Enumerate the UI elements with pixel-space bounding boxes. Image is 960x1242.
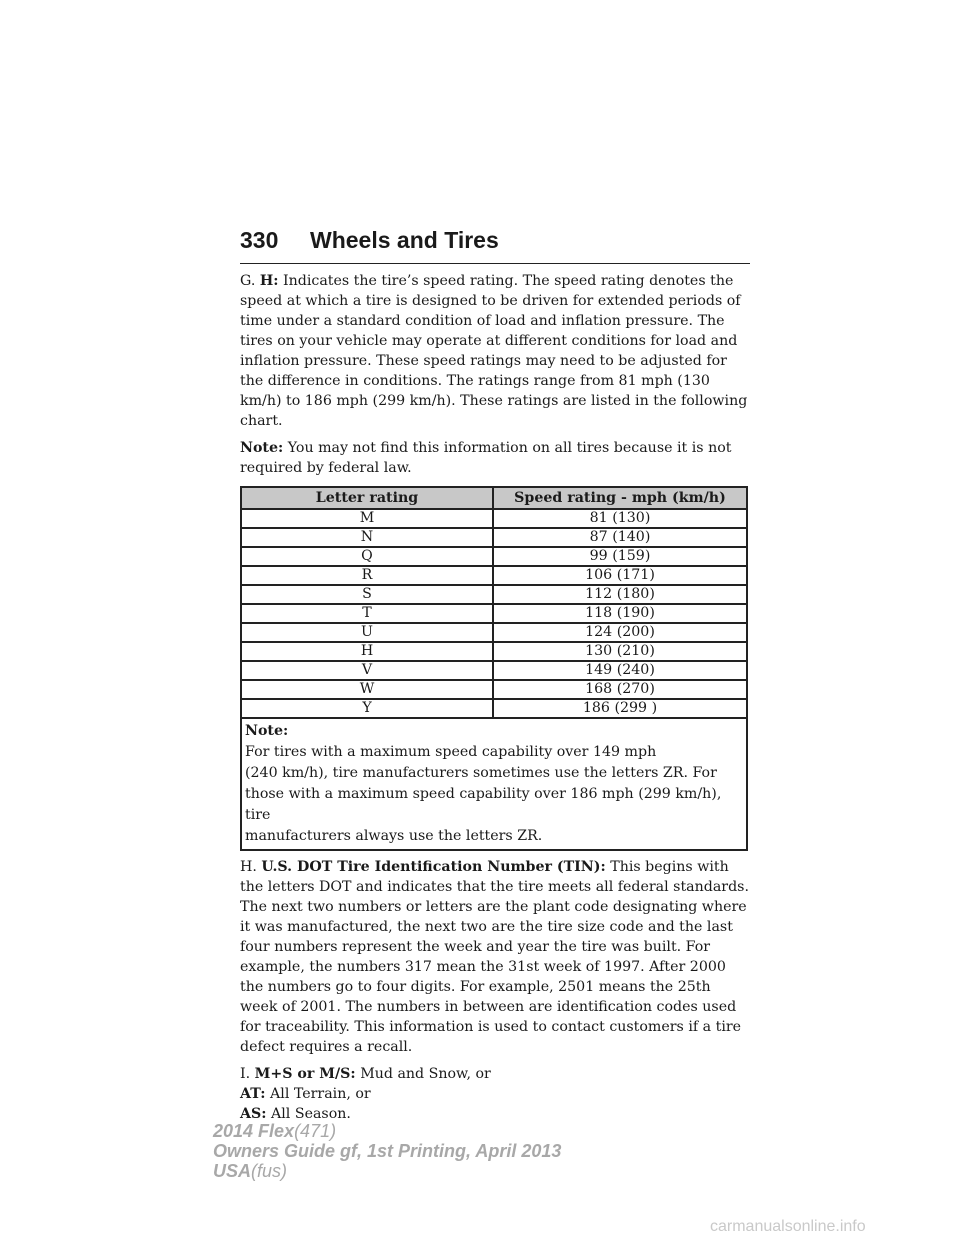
footer-guide: Owners Guide gf, 1st Printing, April 2013 [213,1141,562,1161]
speed-cell: 99 (159) [493,547,747,566]
letter-cell: M [241,509,493,528]
letter-cell: T [241,604,493,623]
item-g-text: Indicates the tire’s speed rating. The speed rating denotes the speed at which a tire is designed to be driven for extended periods of time under a standard condition of load and inflation pressure. The tires on your vehicle may operate at different conditions for load and inflation pressure. These speed ratings may need to be adjusted for the difference in conditions. The ratings range from 81 mph (130 km/h) to 186 mph (299 km/h). These ratings are listed in the following chart. [240,273,748,429]
table-note-line-4: manufacturers always use the letters ZR. [245,828,543,844]
note-text: You may not find this information on all tires because it is not required by federal law. [240,440,732,476]
footer-model-code: (471) [294,1121,337,1141]
speed-cell: 106 (171) [493,566,747,585]
footer-region: USA [213,1161,252,1181]
table-header-row [241,487,747,509]
speed-cell: 87 (140) [493,528,747,547]
table-row [241,547,747,566]
table-row [241,642,747,661]
footer-line-model [213,1121,561,1141]
as-term: AS: [240,1106,267,1122]
page-number: 330 [240,227,279,253]
item-g-paragraph [240,271,750,431]
page-header [240,227,750,264]
table-row [241,585,747,604]
speed-rating-table [240,486,748,851]
at-line [240,1084,750,1104]
table-note [241,718,747,850]
item-i-term: M+S or M/S: [254,1066,356,1082]
item-h-prefix: H. [240,859,257,875]
item-g-term: H: [259,273,279,289]
letter-cell: N [241,528,493,547]
watermark: carmanualsonline.info [710,1218,866,1235]
item-h-term: U.S. DOT Tire Identification Number (TIN): [261,859,606,875]
item-i-prefix: I. [240,1066,251,1082]
note-paragraph [240,438,750,478]
print-footer [213,1121,561,1181]
item-h-text: This begins with the letters DOT and indicates that the tire meets all federal standards. The next two numbers or letters are the plant code designating where it was manufactured, the next two are the tire size code and the last four numbers represent the week and year the tire was built. For example, the numbers 317 mean the 31st week of 1997. After 2000 the numbers go to four digits. For example, 2501 means the 25th week of 2001. The numbers in between are identification codes used for traceability. This information is used to contact customers if a tire defect requires a recall. [240,859,749,1055]
at-term: AT: [240,1086,266,1102]
speed-cell: 124 (200) [493,623,747,642]
letter-cell: U [241,623,493,642]
speed-rating-header: Speed rating - mph (km/h) [493,487,747,509]
table-row [241,509,747,528]
table-note-line-1 [245,721,742,763]
table-note-row [241,718,747,850]
item-i-paragraph [240,1064,750,1084]
footer-line-region [213,1161,561,1181]
letter-cell: V [241,661,493,680]
letter-cell: R [241,566,493,585]
speed-cell: 112 (180) [493,585,747,604]
letter-cell: H [241,642,493,661]
table-row [241,604,747,623]
letter-cell: Q [241,547,493,566]
speed-cell: 149 (240) [493,661,747,680]
speed-cell: 130 (210) [493,642,747,661]
section-title: Wheels and Tires [310,227,499,253]
table-note-text-1: For tires with a maximum speed capability over 149 mph [245,744,657,760]
note-label: Note: [240,440,284,456]
footer-model: 2014 Flex [213,1121,295,1141]
item-i-text: Mud and Snow, or [360,1066,491,1082]
table-row [241,623,747,642]
table-note-line-3: those with a maximum speed capability over 186 mph (299 km/h), tire [245,786,722,823]
speed-cell: 118 (190) [493,604,747,623]
speed-cell: 168 (270) [493,680,747,699]
table-row [241,699,747,718]
footer-region-code: (fus) [251,1161,288,1181]
speed-cell: 81 (130) [493,509,747,528]
item-g-prefix: G. [240,273,256,289]
at-text: All Terrain, or [270,1086,371,1102]
page-body [240,271,750,1124]
as-text: All Season. [271,1106,351,1122]
table-note-line-2: (240 km/h), tire manufacturers sometimes use the letters ZR. For [245,765,717,781]
table-row [241,528,747,547]
letter-rating-header: Letter rating [241,487,493,509]
speed-cell: 186 (299 ) [493,699,747,718]
letter-cell: S [241,585,493,604]
table-row [241,566,747,585]
letter-cell: W [241,680,493,699]
item-h-paragraph [240,857,750,1057]
table-note-label: Note: [245,723,289,739]
table-row [241,661,747,680]
table-row [241,680,747,699]
letter-cell: Y [241,699,493,718]
